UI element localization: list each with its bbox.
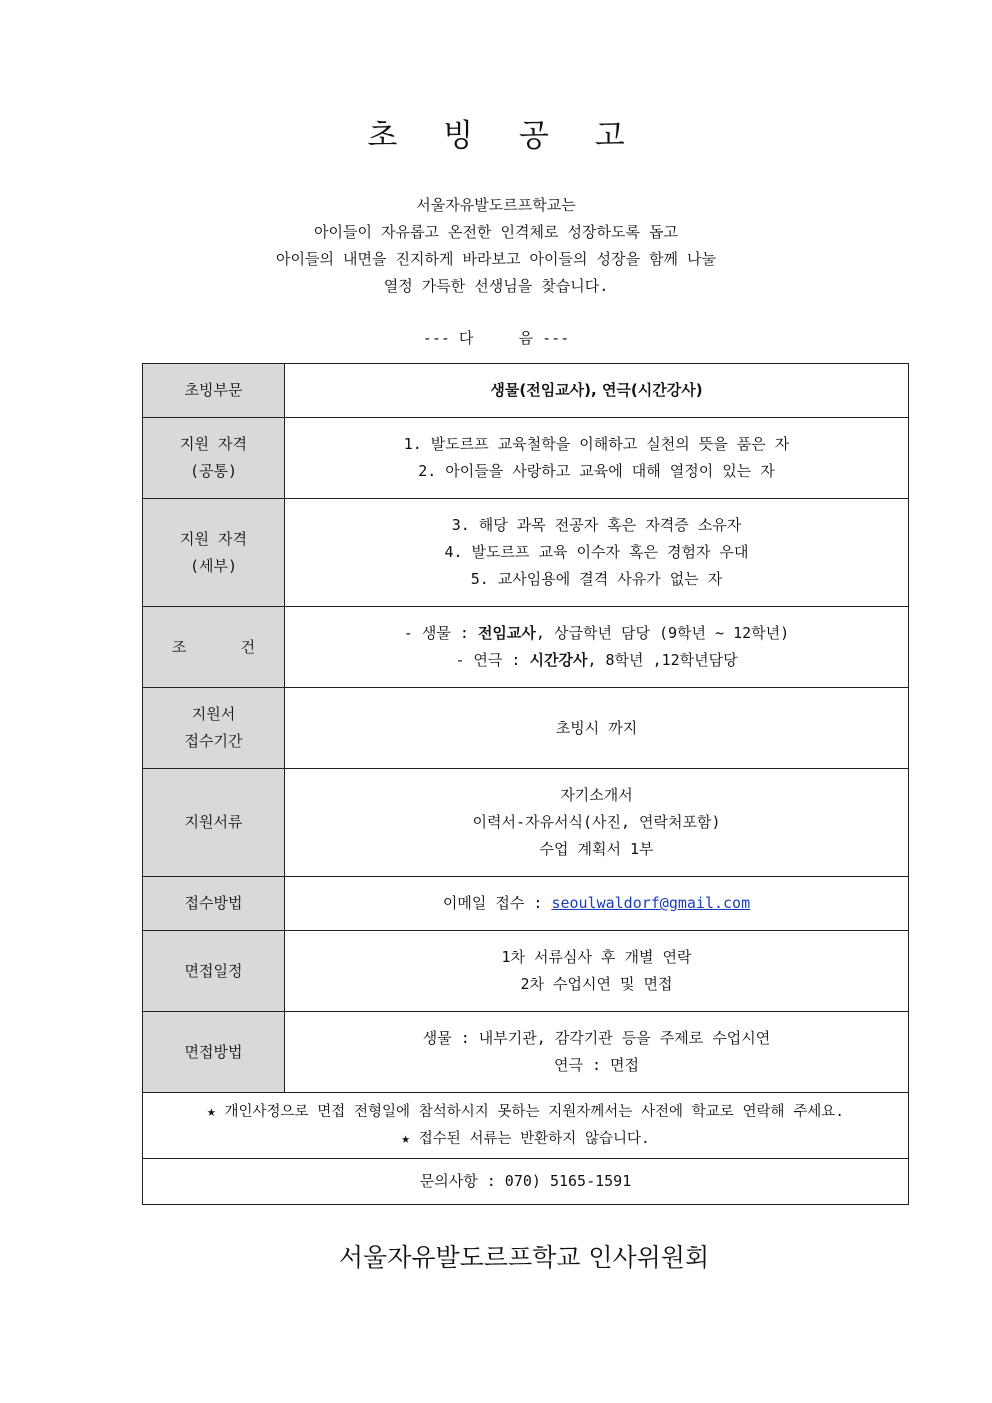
qual-common-line: 1. 발도르프 교육철학을 이해하고 실천의 뜻을 품은 자 [403,435,790,453]
table-row-interview-schedule [143,931,909,1012]
signature: 서울자유발도르프학교 인사위원회 [338,1243,710,1272]
qual-common-label-line: (공통) [189,462,238,480]
conditions-role: 전임교사 [477,624,536,642]
conditions-line-drama [291,647,902,674]
qual-detail-label-line: (세부) [189,556,238,575]
page-title: 초 빙 공 고 [367,118,643,154]
intro-line: 아이들의 내면을 진지하게 바라보고 아이들의 성장을 함께 나눌 [276,250,716,268]
period-label [143,688,285,769]
conditions-prefix: - 생물 : [403,624,478,642]
interview-method-label: 면접방법 [143,1012,285,1093]
table-row-position [143,364,909,418]
qual-detail-value [285,499,909,607]
table-row-conditions [143,607,909,688]
position-label: 초빙부문 [143,364,285,418]
note-line: ★ 개인사정으로 면접 전형일에 참석하시지 못하는 지원자께서는 사전에 학교로 연락해 주세요. [206,1103,845,1120]
qual-detail-line: 4. 발도르프 교육 이수자 혹은 경험자 우대 [444,543,749,561]
period-label-line: 접수기간 [184,732,243,750]
qual-detail-line: 3. 해당 과목 전공자 혹은 자격증 소유자 [451,516,742,534]
note-line: ★ 접수된 서류는 반환하지 않습니다. [401,1130,650,1147]
intro-line: 서울자유발도르프학교는 [416,196,576,214]
interview-method-line: 생물 : 내부기관, 감각기관 등을 주제로 수업시연 [422,1029,771,1047]
interview-schedule-line: 2차 수업시연 및 면접 [520,975,673,993]
details-heading: --- 다 음 --- [422,329,570,347]
documents-line: 수업 계획서 1부 [539,840,654,858]
table-row-interview-method [143,1012,909,1093]
submission-label: 접수방법 [143,877,285,931]
conditions-line-biology [291,620,902,647]
interview-schedule-value [285,931,909,1012]
table-row-documents [143,769,909,877]
interview-method-value [285,1012,909,1093]
table-row-notes [143,1093,909,1159]
conditions-label: 조 건 [143,607,285,688]
position-text: 생물(전임교사), 연극(시간강사) [490,381,703,399]
recruitment-table [142,363,909,1205]
documents-value [285,769,909,877]
qual-detail-line: 5. 교사임용에 결격 사유가 없는 자 [470,570,723,588]
intro-line: 아이들이 자유롭고 온전한 인격체로 성장하도록 돕고 [314,223,678,241]
qual-common-label-line: 지원 자격 [180,435,247,453]
qual-detail-label [143,499,285,607]
submission-prefix: 이메일 접수 : [442,894,552,912]
table-row-qual-detail [143,499,909,607]
qual-common-line: 2. 아이들을 사랑하고 교육에 대해 열정이 있는 자 [418,462,775,480]
documents-label: 지원서류 [143,769,285,877]
interview-schedule-label: 면접일정 [143,931,285,1012]
position-value [285,364,909,418]
period-value: 초빙시 까지 [285,688,909,769]
conditions-detail: , 상급학년 담당 (9학년 ~ 12학년) [535,624,790,642]
table-row-submission [143,877,909,931]
submission-value [285,877,909,931]
intro-paragraph [0,192,992,300]
qual-common-value [285,418,909,499]
notes-cell [143,1093,909,1159]
table-row-contact [143,1159,909,1205]
table-row-qual-common [143,418,909,499]
interview-method-line: 연극 : 면접 [553,1056,640,1074]
documents-line: 이력서-자유서식(사진, 연락처포함) [472,813,721,831]
qual-common-label [143,418,285,499]
conditions-value [285,607,909,688]
conditions-role: 시간강사 [529,651,588,669]
contact-cell: 문의사항 : 070) 5165-1591 [143,1159,909,1205]
documents-line: 자기소개서 [560,786,633,804]
conditions-prefix: - 연극 : [455,651,530,669]
table-row-period [143,688,909,769]
conditions-detail: , 8학년 ,12학년담당 [587,651,738,669]
email-link[interactable]: seoulwaldorf@gmail.com [551,894,751,912]
qual-detail-label-line: 지원 자격 [180,529,247,548]
period-label-line: 지원서 [191,705,236,723]
intro-line: 열정 가득한 선생님을 찾습니다. [383,277,609,295]
interview-schedule-line: 1차 서류심사 후 개별 연락 [501,948,692,966]
